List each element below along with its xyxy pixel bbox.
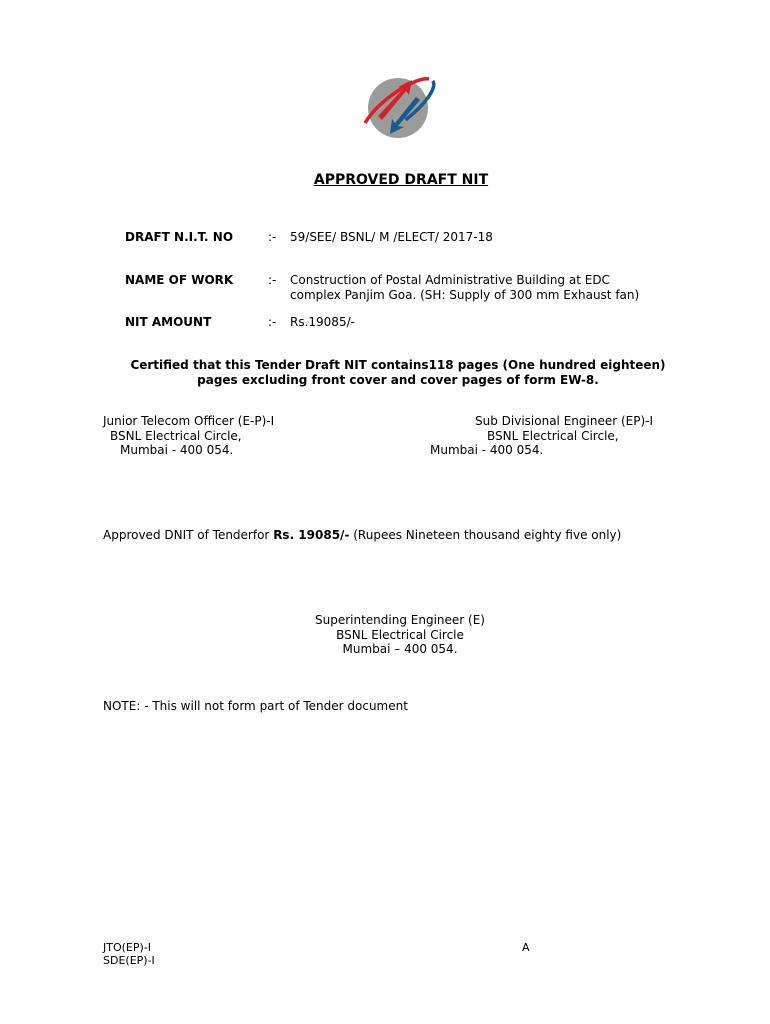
se-address: Mumbai – 400 054.	[342, 642, 458, 656]
amount-value: Rs.19085/-	[290, 315, 355, 329]
page-title: APPROVED DRAFT NIT	[313, 172, 489, 188]
footer-page-mark: A	[522, 941, 530, 954]
jto-designation: Junior Telecom Officer (E-P)-I	[103, 414, 275, 428]
footer-jto: JTO(EP)-I	[103, 941, 152, 954]
sde-address: Mumbai - 400 054.	[430, 443, 544, 457]
amount-label: NIT AMOUNT	[125, 315, 212, 329]
amount-separator: :-	[268, 315, 277, 329]
approved-amount-line	[103, 528, 621, 542]
approved-suffix: (Rupees Nineteen thousand eighty five only)	[349, 528, 622, 542]
sde-designation: Sub Divisional Engineer (EP)-I	[475, 414, 654, 428]
bsnl-logo	[354, 70, 444, 144]
certification-statement	[96, 358, 700, 388]
approved-amount: Rs. 19085/-	[273, 528, 350, 542]
nit-no-value: 59/SEE/ BSNL/ M /ELECT/ 2017-18	[290, 230, 493, 244]
footer-sde: SDE(EP)-I	[103, 954, 155, 967]
nit-no-label: DRAFT N.I.T. NO	[125, 230, 234, 244]
work-value	[290, 273, 672, 303]
jto-circle: BSNL Electrical Circle,	[110, 428, 242, 443]
work-label: NAME OF WORK	[125, 273, 234, 287]
work-separator: :-	[268, 273, 277, 287]
approved-prefix: Approved DNIT of Tenderfor	[103, 528, 274, 542]
work-value-line2: complex Panjim Goa. (SH: Supply of 300 mm Exhaust fan)	[290, 288, 640, 302]
work-value-line1: Construction of Postal Administrative Building at EDC	[290, 273, 610, 287]
footer-initials	[103, 941, 155, 967]
certification-line1: Certified that this Tender Draft NIT contains118 pages (One hundred eighteen)	[130, 358, 666, 372]
signature-block-jto	[103, 414, 274, 458]
sde-circle: BSNL Electrical Circle,	[487, 428, 619, 443]
certification-line2: pages excluding front cover and cover pages of form EW-8.	[197, 373, 599, 387]
signature-block-sde	[430, 414, 653, 458]
se-designation: Superintending Engineer (E)	[315, 613, 485, 627]
nit-no-separator: :-	[268, 230, 277, 244]
jto-address: Mumbai - 400 054.	[120, 443, 234, 457]
note-text: NOTE: - This will not form part of Tender document	[103, 699, 408, 713]
signature-block-se	[0, 613, 770, 657]
se-circle: BSNL Electrical Circle	[336, 627, 464, 642]
